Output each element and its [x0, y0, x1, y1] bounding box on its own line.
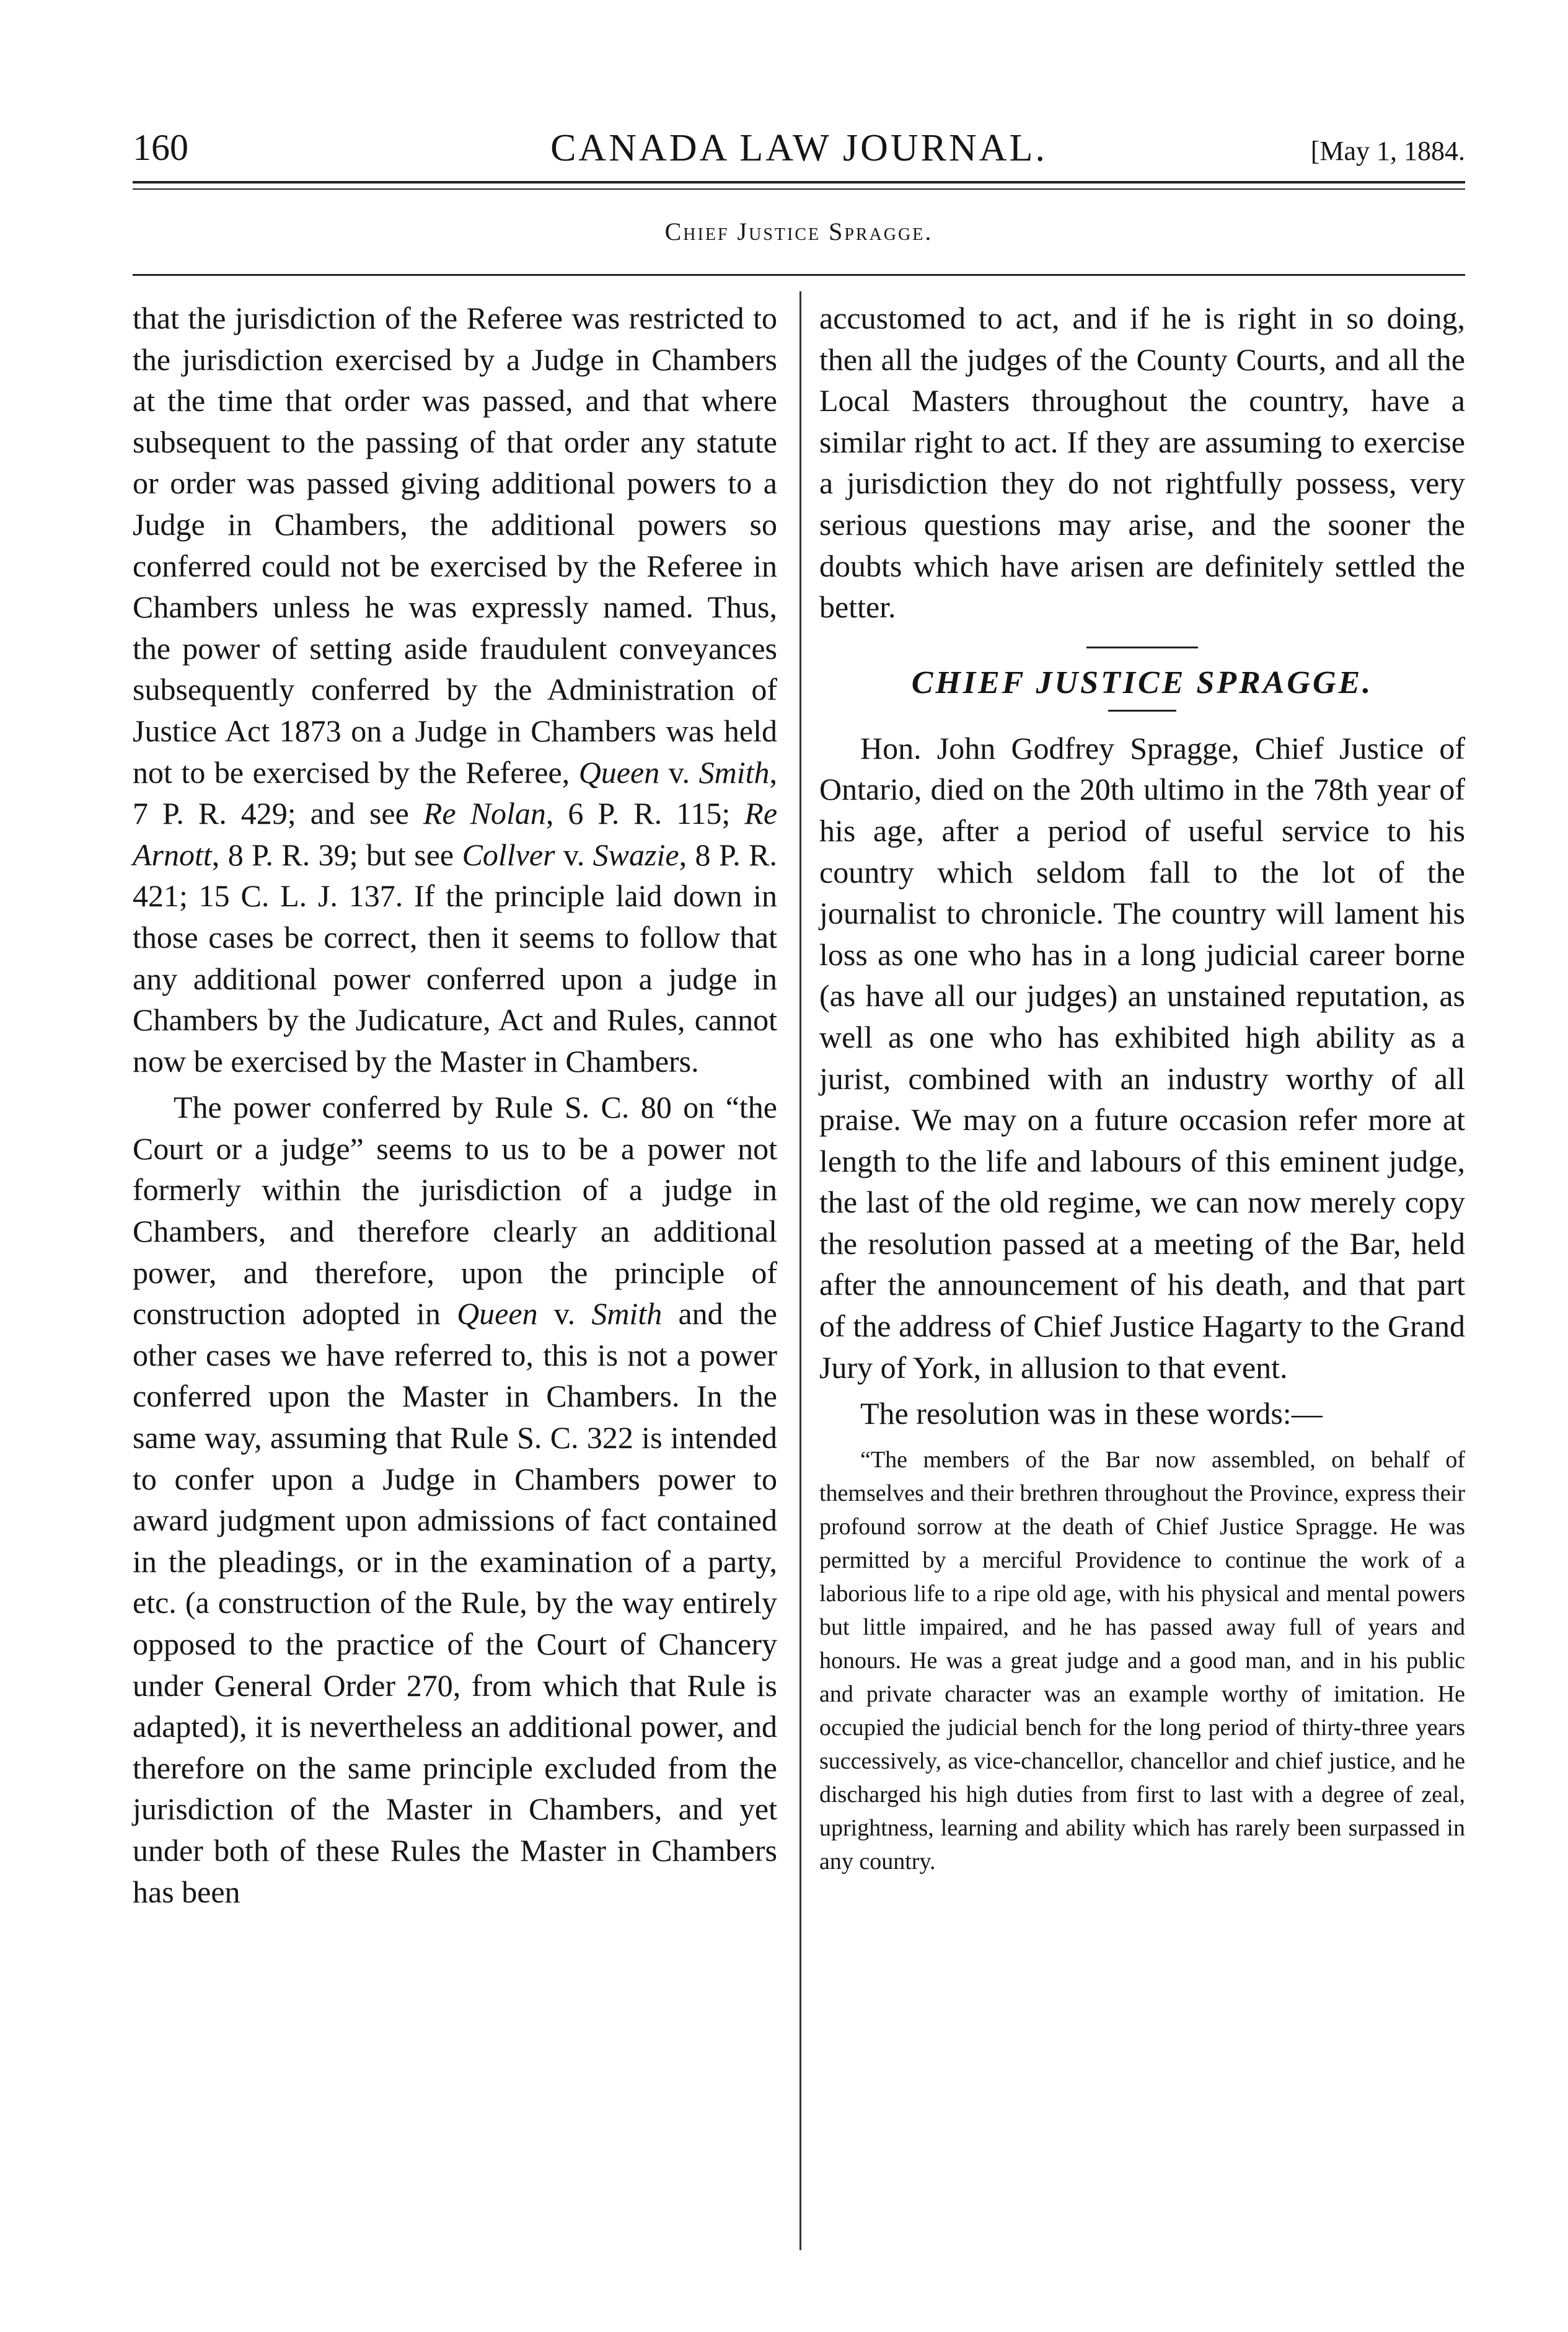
article-separator	[1086, 647, 1198, 648]
resolution-intro: The resolution was in these words:—	[860, 1396, 1323, 1431]
resolution-quote: “The members of the Bar now assembled, on behalf of themselves and their brethren throughout the Province, express their profound sorrow at the death of Chief Justice Spragge. He was permitted by a merciful Providence to continue the work of a laborious life to a ripe old age, with his physical and mental powers but little impaired, and he has passed away full of years and honours. He was a great judge and a good man, and in his public and private character was an example worthy of imitation. He occupied the judicial bench for the long period of thirty-three years successively, as vice-chancellor, chancellor and chief justice, and he discharged his high duties from first to last with a degree of zeal, uprightness, learning and ability which has rarely been surpassed in any country.	[819, 1446, 1465, 1875]
issue-date: [May 1, 1884.	[1310, 136, 1465, 166]
article-title: CHIEF JUSTICE SPRAGGE.	[911, 665, 1373, 700]
obituary-paragraph: Hon. John Godfrey Spragge, Chief Justice of Ontario, died on the 20th ultimo in the 78th year of his age, after a period of useful service to his country which seldom fall to the lot of the journalist to chronicle. The country will lament his loss as one who has in a long judicial career borne (as have all our judges) an unstained reputation, as well as one who has exhibited high ability as a jurist, combined with an industry worthy of all praise. We may on a future occasion refer more at length to the life and labours of this eminent judge, the last of the old regime, we can now merely copy the resolution passed at a meeting of the Bar, held after the announcement of his death, and that part of the address of Chief Justice Hagarty to the Grand Jury of York, in allusion to that event.	[819, 730, 1465, 1385]
journal-title: CANADA LAW JOURNAL.	[550, 127, 1047, 169]
title-underline	[1108, 710, 1176, 712]
right-paragraph-1: accustomed to act, and if he is right in so doing, then all the judges of the County Courts, and all the Local Masters throughout the country, have a similar right to act. If they are assuming to exercise a jurisdiction they do not rightfully possess, very serious questions may arise, and the sooner the doubts which have arisen are definitely settled the better.	[819, 301, 1465, 625]
left-paragraph-1: that the jurisdiction of the Referee was restricted to the jurisdiction exercised by a Judge in Chambers at the time that order was passed, and that where subsequent to the passing of that order any statute or order was passed giving additional powers to a Judge in Chambers, the additional powers so conferred could not be exercised by the Referee in Chambers unless he was expressly named. Thus, the power of setting aside fraudulent conveyances subsequently conferred by the Administration of Justice Act 1873 on a Judge in Chambers was held not to be exercised by the Referee, Queen v. Smith, 7 P. R. 429; and see Re Nolan, 6 P. R. 115; Re Arnott, 8 P. R. 39; but see Collver v. Swazie, 8 P. R. 421; 15 C. L. J. 137. If the principle laid down in those cases be correct, then it seems to follow that any additional power conferred upon a judge in Chambers by the Judicature, Act and Rules, cannot now be exercised by the Master in Chambers.	[133, 301, 778, 1079]
header-rule-thin	[133, 188, 1465, 190]
running-header	[133, 126, 1465, 182]
page-number: 160	[133, 127, 188, 168]
column-divider	[799, 291, 801, 2250]
section-heading: Chief Justice Spragge.	[664, 218, 933, 245]
left-column	[133, 298, 777, 1912]
right-column	[819, 298, 1465, 1878]
left-paragraph-2: The power conferred by Rule S. C. 80 on “the Court or a judge” seems to us to be a power not formerly within the jurisdiction of a judge in Chambers, and therefore clearly an additional power, and therefore, upon the principle of construction adopted in Queen v. Smith and the other cases we have referred to, this is not a power conferred upon the Master in Chambers. In the same way, assuming that Rule S. C. 322 is intended to confer upon a Judge in Chambers power to award judgment upon admissions of fact contained in the pleadings, or in the examination of a party, etc. (a construction of the Rule, by the way entirely opposed to the practice of the Court of Chancery under General Order 270, from which that Rule is adapted), it is nevertheless an additional power, and therefore on the same principle excluded from the jurisdiction of the Master in Chambers, and yet under both of these Rules the Master in Chambers has been	[133, 1090, 777, 1909]
header-rule-thick	[133, 181, 1465, 183]
section-rule	[133, 274, 1465, 276]
